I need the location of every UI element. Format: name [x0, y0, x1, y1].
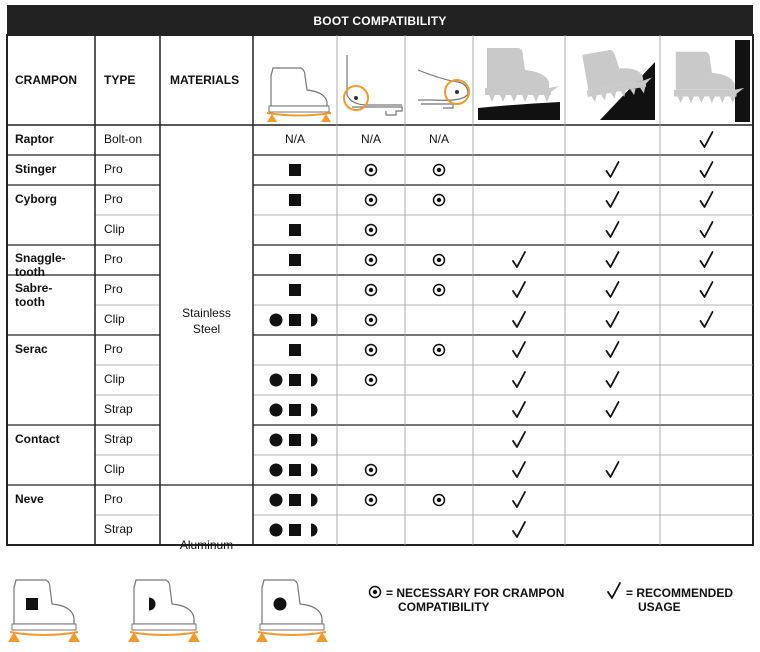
- type-cell: Clip: [104, 372, 125, 386]
- half-circle-symbol: [311, 464, 318, 477]
- legend-recommended-check: [608, 583, 620, 598]
- crampon-name: Snaggle-: [15, 251, 66, 265]
- legend-recommended-text-2: USAGE: [638, 600, 681, 614]
- legend-necessary-text-2: COMPATIBILITY: [398, 600, 490, 614]
- type-cell: Pro: [104, 192, 123, 206]
- moderate-slope-icon: [580, 44, 655, 120]
- square-symbol: [289, 164, 301, 176]
- square-symbol: [289, 374, 301, 386]
- half-circle-symbol: [311, 314, 318, 327]
- type-cell: Pro: [104, 342, 123, 356]
- recommended-check: [701, 192, 713, 207]
- square-symbol: [289, 314, 301, 326]
- table-row: [15, 132, 713, 147]
- square-symbol: [26, 598, 38, 610]
- type-cell: Pro: [104, 492, 123, 506]
- circle-symbol: [270, 404, 283, 417]
- half-circle-symbol: [311, 524, 318, 537]
- recommended-check: [607, 252, 619, 267]
- square-symbol: [289, 194, 301, 206]
- recommended-check: [513, 402, 525, 417]
- square-symbol: [289, 464, 301, 476]
- boot-welts-icon: [267, 68, 331, 122]
- table-row: [104, 402, 619, 417]
- necessary-symbol: [366, 255, 377, 266]
- table-row: [15, 162, 713, 177]
- recommended-check: [513, 342, 525, 357]
- legend-necessary-symbol: [370, 587, 381, 598]
- recommended-check: [607, 402, 619, 417]
- recommended-check: [701, 162, 713, 177]
- header-crampon: CRAMPON: [15, 73, 77, 87]
- recommended-check: [701, 312, 713, 327]
- necessary-symbol: [434, 195, 445, 206]
- necessary-symbol: [366, 165, 377, 176]
- recommended-check: [607, 222, 619, 237]
- type-cell: Bolt-on: [104, 132, 143, 146]
- type-cell: Clip: [104, 222, 125, 236]
- material-label: Steel: [192, 322, 221, 336]
- crampon-name: Serac: [15, 342, 48, 356]
- table-row: [15, 192, 713, 207]
- table-row: [104, 522, 525, 537]
- necessary-symbol: [434, 285, 445, 296]
- recommended-check: [701, 252, 713, 267]
- circle-symbol: [270, 494, 283, 507]
- necessary-symbol: [434, 495, 445, 506]
- recommended-check: [607, 372, 619, 387]
- crampon-name: Stinger: [15, 162, 57, 176]
- circle-symbol: [270, 374, 283, 387]
- square-symbol: [289, 494, 301, 506]
- necessary-symbol: [366, 315, 377, 326]
- type-cell: Pro: [104, 282, 123, 296]
- crampon-name: Raptor: [15, 132, 54, 146]
- recommended-check: [607, 312, 619, 327]
- type-cell: Clip: [104, 462, 125, 476]
- table-row: [104, 372, 619, 387]
- recommended-check: [513, 432, 525, 447]
- recommended-check: [607, 162, 619, 177]
- crampon-name: Cyborg: [15, 192, 57, 206]
- necessary-symbol: [366, 345, 377, 356]
- recommended-check: [607, 462, 619, 477]
- recommended-check: [513, 282, 525, 297]
- square-symbol: [289, 254, 301, 266]
- heel-welt-icon: [344, 55, 402, 115]
- recommended-check: [607, 342, 619, 357]
- table-row: [15, 492, 525, 507]
- square-symbol: [289, 344, 301, 356]
- recommended-check: [701, 132, 713, 147]
- recommended-check: [701, 282, 713, 297]
- legend-recommended-text: = RECOMMENDED: [626, 586, 734, 600]
- square-symbol: [289, 224, 301, 236]
- recommended-check: [513, 462, 525, 477]
- half-circle-symbol: [311, 404, 318, 417]
- necessary-symbol: [366, 195, 377, 206]
- recommended-check: [513, 312, 525, 327]
- necessary-symbol: [434, 165, 445, 176]
- recommended-check: [607, 192, 619, 207]
- type-cell: Strap: [104, 522, 133, 536]
- necessary-symbol: [434, 345, 445, 356]
- table-row: [104, 222, 713, 237]
- half-circle-symbol: [311, 434, 318, 447]
- boot-square-icon: [8, 580, 80, 642]
- circle-symbol: [270, 524, 283, 537]
- material-label: Aluminum: [179, 538, 234, 552]
- recommended-check: [607, 282, 619, 297]
- recommended-check: [513, 522, 525, 537]
- recommended-check: [513, 372, 525, 387]
- na-cell: N/A: [360, 132, 382, 146]
- type-cell: Strap: [104, 432, 133, 446]
- vertical-ice-icon: [674, 40, 750, 122]
- necessary-symbol: [366, 225, 377, 236]
- necessary-symbol: [366, 465, 377, 476]
- necessary-symbol: [434, 255, 445, 266]
- circle-symbol: [270, 464, 283, 477]
- square-symbol: [289, 524, 301, 536]
- square-symbol: [289, 404, 301, 416]
- flat-terrain-icon: [478, 48, 560, 120]
- type-cell: Pro: [104, 252, 123, 266]
- table-row: [15, 342, 619, 357]
- table-title: BOOT COMPATIBILITY: [313, 14, 447, 28]
- half-circle-symbol: [311, 374, 318, 387]
- recommended-check: [513, 492, 525, 507]
- legend-necessary-text: = NECESSARY FOR CRAMPON: [386, 586, 565, 600]
- na-cell: N/A: [284, 132, 306, 146]
- circle-symbol: [274, 598, 287, 611]
- boot-circle-icon: [256, 580, 328, 642]
- circle-symbol: [270, 314, 283, 327]
- header-type: TYPE: [104, 73, 136, 87]
- half-circle-symbol: [311, 494, 318, 507]
- material-label: Stainless: [182, 306, 231, 320]
- necessary-symbol: [366, 375, 377, 386]
- header-materials: MATERIALS: [170, 73, 240, 87]
- crampon-name: tooth: [15, 265, 45, 279]
- toe-welt-icon: [418, 70, 469, 108]
- table-row: [15, 432, 525, 447]
- square-symbol: [289, 434, 301, 446]
- recommended-check: [701, 222, 713, 237]
- type-cell: Pro: [104, 162, 123, 176]
- crampon-name: Sabre-: [15, 281, 53, 295]
- necessary-symbol: [366, 285, 377, 296]
- necessary-symbol: [366, 495, 377, 506]
- recommended-check: [513, 252, 525, 267]
- square-symbol: [289, 284, 301, 296]
- table-row: [104, 462, 619, 477]
- circle-symbol: [270, 434, 283, 447]
- crampon-name: Neve: [15, 492, 44, 506]
- crampon-name: Contact: [15, 432, 60, 446]
- na-cell: N/A: [428, 132, 450, 146]
- crampon-name: tooth: [15, 295, 45, 309]
- type-cell: Strap: [104, 402, 133, 416]
- boot-half-circle-icon: [128, 580, 200, 642]
- type-cell: Clip: [104, 312, 125, 326]
